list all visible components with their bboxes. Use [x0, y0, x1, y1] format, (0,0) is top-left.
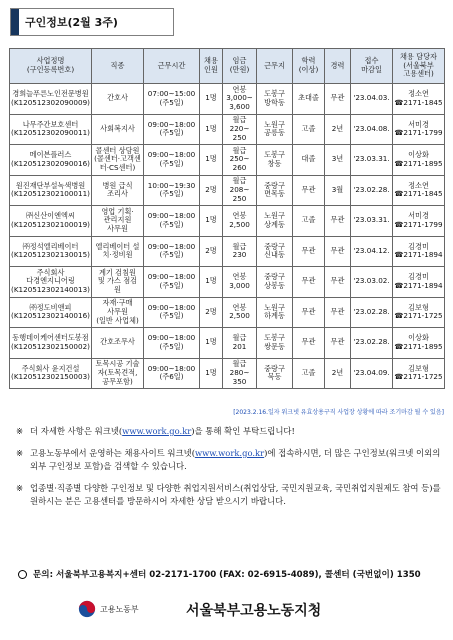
cell-wage: 연봉 2,500: [223, 206, 257, 237]
cell-deadline: '23.02.28.: [351, 297, 393, 328]
office-name: 서울북부고용노동지청: [186, 603, 322, 619]
cell-headcount: 1명: [200, 328, 223, 359]
notice-item: [16, 482, 446, 508]
cell-deadline: '23.04.08.: [351, 114, 393, 145]
cell-experience: 2년: [325, 114, 351, 145]
table-row: [10, 236, 445, 267]
cell-wage: 월급 208~ 250: [223, 175, 257, 206]
cell-company: 주식회사 다경엔지니어링 (K120512302140013): [10, 267, 92, 298]
cell-contact-person: 이상화 ☎2171-1895: [393, 328, 445, 359]
cell-work-hours: 09:00~18:00 (주5일): [144, 114, 200, 145]
cell-headcount: 1명: [200, 358, 223, 389]
cell-work-location: 노원구 하계동: [257, 297, 293, 328]
cell-deadline: '23.03.02.: [351, 267, 393, 298]
cell-deadline: '23.04.09.: [351, 358, 393, 389]
worknet-link[interactable]: www.work.go.kr: [122, 426, 192, 436]
page-title: 구인정보(2월 3주): [25, 16, 118, 29]
cell-job-type: 엘리베이터 설 치·정비원: [92, 236, 144, 267]
cell-work-location: 노원구 공릉동: [257, 114, 293, 145]
cell-education: 무관: [293, 267, 325, 298]
cell-education: 무관: [293, 328, 325, 359]
cell-company: ㈜신산이엔엑씨 (K120512302100019): [10, 206, 92, 237]
cell-work-hours: 09:00~18:00 (주5일): [144, 328, 200, 359]
cell-job-type: 콜센터 상담원 (콜센터·고객센 터·CS센터): [92, 145, 144, 176]
contact-info: [18, 568, 421, 580]
cell-deadline: '23.02.28.: [351, 328, 393, 359]
cell-job-type: 사회복지사: [92, 114, 144, 145]
reference-mark-icon: ※: [16, 483, 24, 493]
cell-company: 경희늘푸른노인전문병원 (K120512302090009): [10, 84, 92, 115]
cell-work-location: 도봉구 창동: [257, 145, 293, 176]
cell-work-hours: 09:00~18:00 (주6일): [144, 358, 200, 389]
cell-work-location: 중랑구 상봉동: [257, 267, 293, 298]
cell-experience: 2년: [325, 358, 351, 389]
cell-deadline: '23.04.12.: [351, 236, 393, 267]
header-job-type: 직종: [92, 49, 144, 84]
cell-education: 대졸: [293, 145, 325, 176]
cell-work-location: 도봉구 쌍문동: [257, 328, 293, 359]
cell-company: 나무주간보호센터 (K120512302090011): [10, 114, 92, 145]
cell-job-type: 병원 급식 조리사: [92, 175, 144, 206]
table-header-row: [10, 49, 445, 84]
cell-job-type: 계기 검침원 및 가스 점검 원: [92, 267, 144, 298]
cell-job-type: 자재·구매 사무원 (일반 사업체): [92, 297, 144, 328]
cell-education: 고졸: [293, 114, 325, 145]
cell-company: 메이븐플러스 (K120512302090016): [10, 145, 92, 176]
notice-list: [16, 425, 446, 517]
table-row: [10, 328, 445, 359]
cell-company: ㈜정석엘리베이터 (K120512302130015): [10, 236, 92, 267]
cell-headcount: 1명: [200, 84, 223, 115]
section-title-box: [10, 8, 174, 36]
cell-contact-person: 김보형 ☎2171-1725: [393, 297, 445, 328]
table-body: [10, 84, 445, 389]
cell-work-hours: 09:00~18:00 (주5일): [144, 206, 200, 237]
header-education: 학력 (이상): [293, 49, 325, 84]
cell-company: 주식회사 윤지건설 (K120512302150003): [10, 358, 92, 389]
reference-mark-icon: ※: [16, 448, 24, 458]
header-work-hours: 근무시간: [144, 49, 200, 84]
table-row: [10, 206, 445, 237]
cell-company: ㈜정도비앤피 (K120512302140016): [10, 297, 92, 328]
header-experience: 경력: [325, 49, 351, 84]
cell-contact-person: 정소연 ☎2171-1845: [393, 175, 445, 206]
header-contact-person: 채용 담당자 (서울북부 고용센터): [393, 49, 445, 84]
contact-text: 문의: 서울북부고용복지+센터 02-2171-1700 (FAX: 02-6915-4089), 콜센터 (국번없이) 1350: [33, 570, 421, 580]
cell-headcount: 1명: [200, 114, 223, 145]
table-footnote: [2023.2.16.일자 워크넷 유효상용구직 사업장 상황에 따라 조기마감 될 수 있음]: [233, 409, 444, 416]
header-headcount: 채용 인원: [200, 49, 223, 84]
cell-education: 무관: [293, 175, 325, 206]
cell-education: 초대졸: [293, 84, 325, 115]
cell-deadline: '23.03.31.: [351, 206, 393, 237]
header-deadline: 접수 마감일: [351, 49, 393, 84]
cell-contact-person: 서미경 ☎2171-1799: [393, 206, 445, 237]
ministry-logo: [78, 600, 139, 618]
taegeuk-emblem-icon: [78, 600, 96, 618]
cell-headcount: 2명: [200, 297, 223, 328]
cell-contact-person: 정소연 ☎2171-1845: [393, 84, 445, 115]
cell-work-hours: 09:00~18:00 (주5일): [144, 145, 200, 176]
table-row: [10, 114, 445, 145]
cell-work-location: 도봉구 방학동: [257, 84, 293, 115]
table-row: [10, 297, 445, 328]
cell-headcount: 1명: [200, 145, 223, 176]
header-work-location: 근무지: [257, 49, 293, 84]
cell-contact-person: 서미경 ☎2171-1799: [393, 114, 445, 145]
cell-experience: 무관: [325, 297, 351, 328]
notice-item: [16, 425, 446, 438]
notice-text-before: 업종별·직종별 다양한 구인정보 및 다양한 취업지원서비스(취업상담, 국민지원교육, 국민취업지원제도 참여 등)를 원하시는 분은 고용센터를 방문하시어 자세한 상담 받으시기 바랍니다.: [30, 483, 441, 506]
table-row: [10, 84, 445, 115]
cell-job-type: 토목시공 기술 자(토목견적, 공무포함): [92, 358, 144, 389]
cell-experience: 무관: [325, 267, 351, 298]
cell-wage: 월급 280~ 350: [223, 358, 257, 389]
cell-work-location: 중랑구 신내동: [257, 236, 293, 267]
cell-deadline: '23.03.31.: [351, 145, 393, 176]
notice-item: [16, 447, 446, 473]
notice-text-before: 고용노동부에서 운영하는 채용사이트 워크넷(: [30, 448, 195, 458]
cell-job-type: 간호사: [92, 84, 144, 115]
cell-work-location: 중랑구 면목동: [257, 175, 293, 206]
table-row: [10, 267, 445, 298]
notice-text-after: )에 접속하시면, 더 많은 구인정보(워크넷 이외의 외부 구인정보 포함)을 검색할 수 있습니다.: [30, 448, 441, 471]
cell-experience: 무관: [325, 84, 351, 115]
reference-mark-icon: ※: [16, 426, 24, 436]
cell-work-hours: 09:00~18:00 (주5일): [144, 297, 200, 328]
cell-education: 고졸: [293, 358, 325, 389]
cell-work-hours: 10:00~19:30 (주5일): [144, 175, 200, 206]
table-row: [10, 145, 445, 176]
cell-experience: 3년: [325, 145, 351, 176]
cell-wage: 월급 250~ 260: [223, 145, 257, 176]
cell-headcount: 2명: [200, 175, 223, 206]
cell-deadline: '23.04.03.: [351, 84, 393, 115]
cell-work-location: 중랑구 묵동: [257, 358, 293, 389]
cell-headcount: 2명: [200, 236, 223, 267]
cell-contact-person: 김보형 ☎2171-1725: [393, 358, 445, 389]
cell-contact-person: 김경미 ☎2171-1894: [393, 236, 445, 267]
cell-education: 무관: [293, 236, 325, 267]
cell-experience: 무관: [325, 206, 351, 237]
circle-bullet-icon: [18, 570, 27, 579]
cell-contact-person: 이상화 ☎2171-1895: [393, 145, 445, 176]
cell-education: 고졸: [293, 206, 325, 237]
cell-experience: 3월: [325, 175, 351, 206]
cell-headcount: 1명: [200, 267, 223, 298]
cell-wage: 월급 201: [223, 328, 257, 359]
cell-wage: 연봉 2,500: [223, 297, 257, 328]
cell-work-hours: 09:00~18:00 (주5일): [144, 236, 200, 267]
job-listing-table: [9, 48, 445, 389]
table-row: [10, 175, 445, 206]
cell-company: 원진재단부설녹색병원 (K120512302100011): [10, 175, 92, 206]
cell-experience: 무관: [325, 328, 351, 359]
cell-work-hours: 09:00~18:00 (주5일): [144, 267, 200, 298]
cell-wage: 연봉 3,000~ 3,600: [223, 84, 257, 115]
title-accent-bar: [11, 9, 19, 35]
cell-experience: 무관: [325, 236, 351, 267]
notice-text-after: )을 통해 확인 부탁드립니다!: [191, 426, 295, 436]
cell-contact-person: 김경미 ☎2171-1894: [393, 267, 445, 298]
cell-work-hours: 07:00~15:00 (주5일): [144, 84, 200, 115]
notice-text: [30, 425, 446, 438]
cell-job-type: 영업 기획· 관리지원 사무원: [92, 206, 144, 237]
cell-headcount: 1명: [200, 206, 223, 237]
cell-work-location: 노원구 상계동: [257, 206, 293, 237]
logo-label: 고용노동부: [100, 604, 139, 614]
cell-company: 동행데이케어센터도봉점 (K120512302150002): [10, 328, 92, 359]
notice-text-before: 더 자세한 사항은 워크넷(: [30, 426, 123, 436]
worknet-link[interactable]: www.work.go.kr: [194, 448, 265, 458]
cell-job-type: 간호조무사: [92, 328, 144, 359]
header-wage: 임금 (만원): [223, 49, 257, 84]
notice-text: [30, 482, 446, 508]
cell-education: 무관: [293, 297, 325, 328]
table-row: [10, 358, 445, 389]
cell-wage: 연봉 3,000: [223, 267, 257, 298]
cell-wage: 월급 230: [223, 236, 257, 267]
header-company: 사업정명 (구인등록번호): [10, 49, 92, 84]
notice-text: [30, 447, 446, 473]
cell-deadline: '23.02.28.: [351, 175, 393, 206]
footer: [0, 596, 453, 626]
cell-wage: 월급 220~ 250: [223, 114, 257, 145]
